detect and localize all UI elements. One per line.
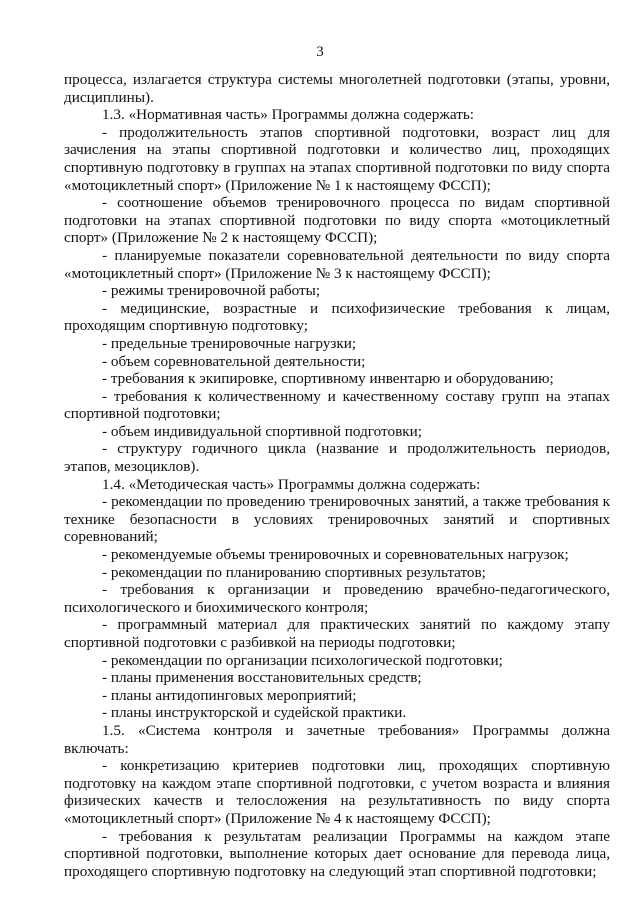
list-item: - медицинские, возрастные и психофизические требования к лицам, проходящим спортивную подготовку;: [64, 299, 610, 335]
page-number: 3: [316, 44, 324, 60]
document-body: [64, 71, 610, 880]
list-item: - планируемые показатели соревновательной деятельности по виду спорта «мотоциклетный спорт» (Приложение № 3 к настоящему ФССП);: [64, 246, 610, 282]
list-item: - конкретизацию критериев подготовки лиц, проходящих спортивную подготовку на каждом этапе спортивной подготовки, с учетом возраста и влияния физических качеств и телосложения на результативность по виду спорта «мотоциклетный спорт» (Приложение № 4 к настоящему ФССП);: [64, 757, 610, 827]
list-item: - продолжительность этапов спортивной подготовки, возраст лиц для зачисления на этапы спортивной подготовки и количество лиц, проходящих спортивную подготовку в группах на этапах спортивной подготовки по виду спорта «мотоциклетный спорт» (Приложение № 1 к настоящему ФССП);: [64, 123, 610, 194]
list-item: - требования к организации и проведению врачебно-педагогического, психологического и биохимического контроля;: [64, 581, 610, 616]
list-item: - объем индивидуальной спортивной подготовки;: [102, 422, 422, 440]
section-heading-1-3: 1.3. «Нормативная часть» Программы должна содержать:: [102, 106, 474, 124]
list-item: - требования к результатам реализации Программы на каждом этапе спортивной подготовки, выполнение которых дает основание для перевода лица, проходящего спортивную подготовку на следующий этап спортивной подготовки;: [64, 827, 610, 880]
list-item: - требования к количественному и качественному составу групп на этапах спортивной подготовки;: [64, 387, 610, 423]
list-item: - объем соревновательной деятельности;: [102, 352, 366, 370]
list-item: - программный материал для практических занятий по каждому этапу спортивной подготовки с разбивкой на периоды подготовки;: [64, 616, 610, 651]
list-item: - рекомендуемые объемы тренировочных и соревновательных нагрузок;: [102, 546, 569, 564]
list-item: - рекомендации по планированию спортивных результатов;: [102, 563, 486, 581]
list-item: - соотношение объемов тренировочного процесса по видам спортивной подготовки на этапах спортивной подготовки по виду спорта «мотоциклетный спорт» (Приложение № 2 к настоящему ФССП);: [64, 194, 610, 247]
section-heading-1-4: 1.4. «Методическая часть» Программы должна содержать:: [102, 475, 481, 493]
list-item: - режимы тренировочной работы;: [102, 282, 321, 300]
list-item: - планы антидопинговых мероприятий;: [102, 686, 357, 704]
list-item: - предельные тренировочные нагрузки;: [102, 334, 357, 352]
list-item: - рекомендации по организации психологической подготовки;: [102, 651, 503, 669]
section-heading-1-5: 1.5. «Система контроля и зачетные требования» Программы должна включать:: [64, 721, 610, 757]
paragraph: процесса, излагается структура системы многолетней подготовки (этапы, уровни, дисциплины).: [64, 71, 610, 106]
list-item: - планы применения восстановительных средств;: [102, 669, 422, 687]
list-item: - планы инструкторской и судейской практики.: [102, 704, 407, 722]
list-item: - рекомендации по проведению тренировочных занятий, а также требования к технике безопасности в условиях тренировочных занятий и спортивных соревнований;: [64, 493, 610, 546]
list-item: - структуру годичного цикла (название и продолжительность периодов, этапов, мезоциклов).: [64, 440, 610, 476]
list-item: - требования к экипировке, спортивному инвентарю и оборудованию;: [102, 370, 554, 388]
